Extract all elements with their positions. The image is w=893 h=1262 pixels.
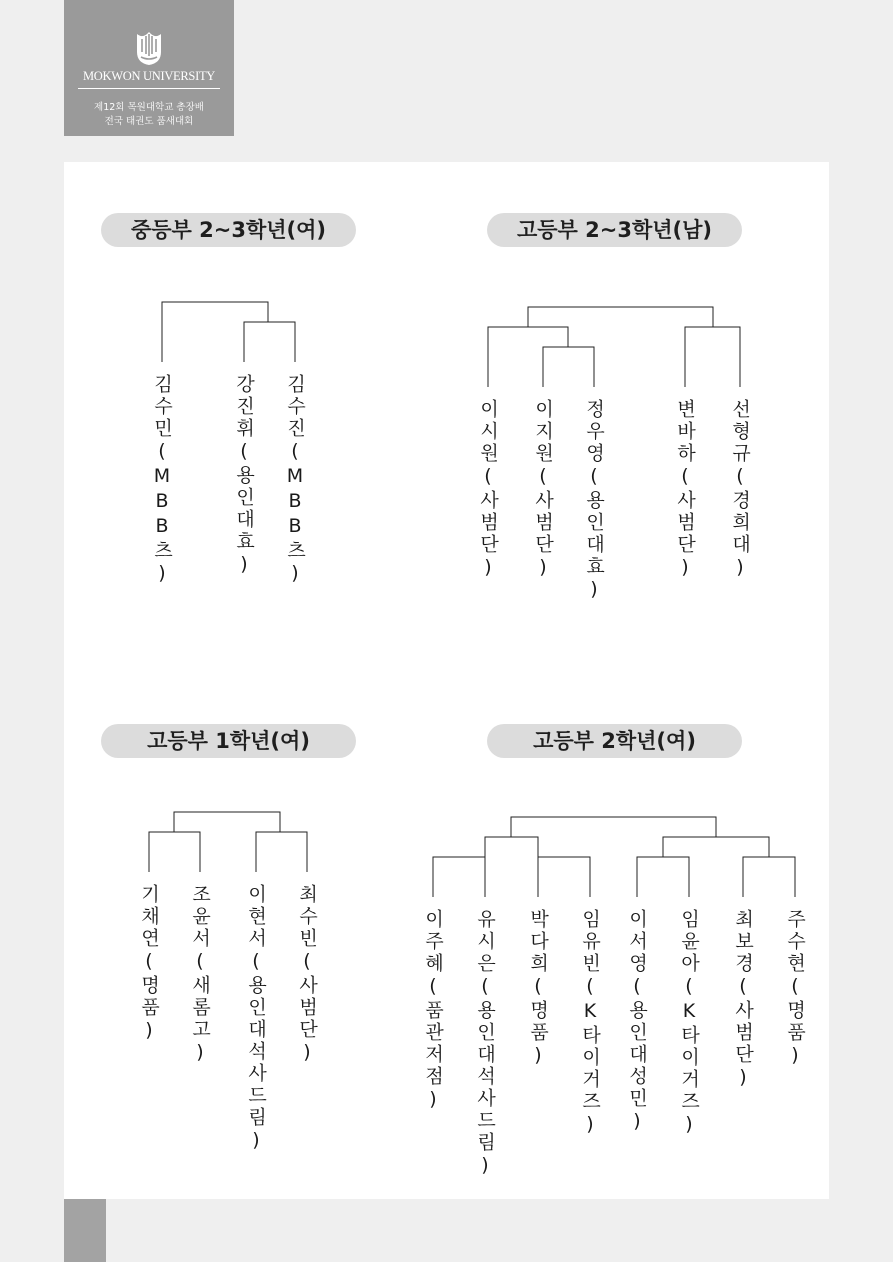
player-name: 조윤서(새롬고) xyxy=(189,884,211,1066)
bracket-lines-hs-1-girls xyxy=(149,812,307,872)
player-name: 강진휘(용인대효) xyxy=(233,374,255,578)
bracket-lines-ms-23-girls xyxy=(162,302,295,362)
player-name: 박다희(명품) xyxy=(527,909,549,1069)
player-name: 최보경(사범단) xyxy=(732,909,754,1091)
player-name: 임윤아(K타이거즈) xyxy=(678,909,700,1138)
player-name: 임유빈(K타이거즈) xyxy=(579,909,601,1138)
player-name: 이서영(용인대성민) xyxy=(626,909,648,1135)
bracket-lines-hs-23-boys xyxy=(488,307,740,387)
header-banner xyxy=(64,0,234,136)
player-name: 이지원(사범단) xyxy=(532,399,554,581)
university-name: MOKWON UNIVERSITY xyxy=(82,69,216,83)
university-logo-icon xyxy=(133,30,165,66)
bracket-title: 고등부 1학년(여) xyxy=(101,724,356,758)
player-name: 이주혜(품관저점) xyxy=(422,909,444,1113)
bracket-lines xyxy=(64,162,829,1199)
player-name: 유시은(용인대석사드림) xyxy=(474,909,496,1179)
bracket-title: 고등부 2학년(여) xyxy=(487,724,742,758)
page-tab xyxy=(64,1199,106,1262)
player-name: 주수현(명품) xyxy=(784,909,806,1069)
player-name: 선형규(경희대) xyxy=(729,399,751,581)
bracket-title: 고등부 2~3학년(남) xyxy=(487,213,742,247)
player-name: 기채연(명품) xyxy=(138,884,160,1044)
player-name: 정우영(용인대효) xyxy=(583,399,605,603)
header-divider xyxy=(78,88,220,89)
player-name: 이현서(용인대석사드림) xyxy=(245,884,267,1154)
event-title-line-1: 제12회 목원대학교 총장배 xyxy=(94,102,204,113)
player-name: 변바하(사범단) xyxy=(674,399,696,581)
event-title-line-2: 전국 태권도 품새대회 xyxy=(104,116,194,127)
player-name: 최수빈(사범단) xyxy=(296,884,318,1066)
player-name: 김수진(MBB츠) xyxy=(284,374,306,587)
brackets-panel xyxy=(64,162,829,1199)
bracket-title: 중등부 2~3학년(여) xyxy=(101,213,356,247)
player-name: 김수민(MBB츠) xyxy=(151,374,173,587)
player-name: 이시원(사범단) xyxy=(477,399,499,581)
bracket-lines-hs-2-girls xyxy=(433,817,795,897)
